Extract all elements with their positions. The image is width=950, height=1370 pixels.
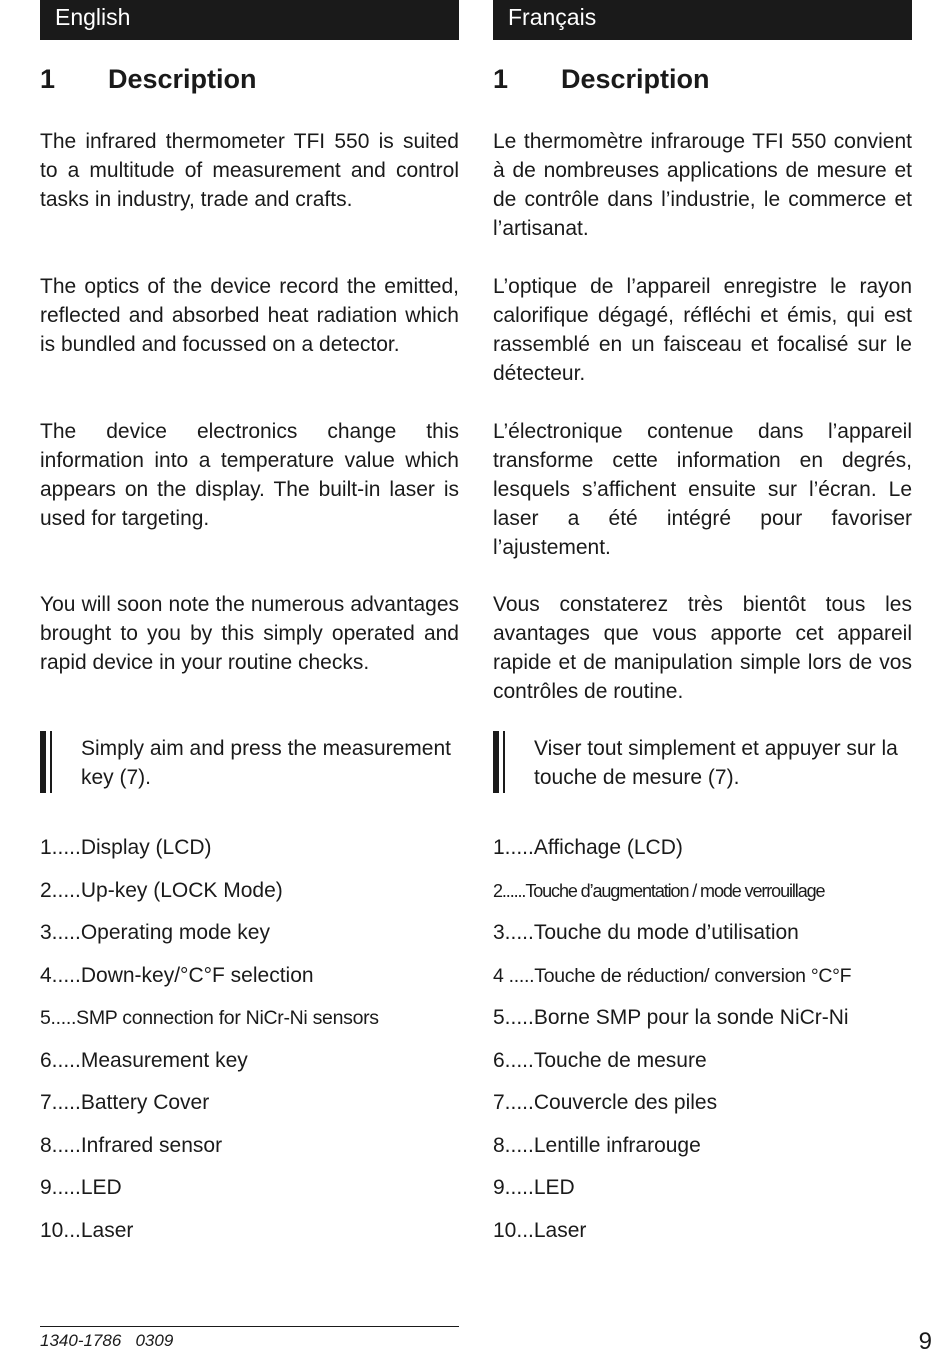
- note-box: [493, 731, 912, 793]
- page-number: 9: [918, 1328, 932, 1355]
- paragraph: The device electronics change this information into a temperature value which appears on the display. The built-in laser is used for targeting.: [40, 420, 459, 530]
- paragraph: Le thermomètre infrarouge TFI 550 convient à de nombreuses applications de mesure et de contrôle dans l’industrie, le commerce et l’artisanat.: [493, 130, 912, 240]
- document-code: 1340-1786 0309: [40, 1331, 174, 1350]
- list-item: 9.....LED: [40, 1176, 122, 1200]
- note-marker: [50, 731, 52, 793]
- list-item: 5.....Borne SMP pour la sonde NiCr-Ni: [493, 1006, 849, 1030]
- footer-divider: [40, 1326, 459, 1327]
- list-item: 8.....Lentille infrarouge: [493, 1133, 701, 1157]
- section-number: 1: [493, 64, 509, 94]
- french-column: [493, 0, 912, 1242]
- paragraph: L’optique de l’appareil enregistre le rayon calorifique dégagé, réfléchi et émis, qui est rassemblé en un faisceau et focalisé sur le détecteur.: [493, 275, 912, 385]
- paragraph: The optics of the device record the emitted, reflected and absorbed heat radiation which is bundled and focussed on a detector.: [40, 275, 459, 356]
- list-item: 3.....Operating mode key: [40, 921, 270, 945]
- list-item: 5.....SMP connection for NiCr-Ni sensors: [40, 1007, 379, 1030]
- note-marker: [40, 731, 46, 793]
- list-item: 10...Laser: [40, 1218, 134, 1242]
- list-item: 6.....Touche de mesure: [493, 1048, 707, 1072]
- list-item: 4.....Down-key/°C°F selection: [40, 963, 314, 987]
- parts-list: [493, 832, 933, 1257]
- list-item: 7.....Couvercle des piles: [493, 1091, 718, 1115]
- parts-list: [40, 832, 480, 1257]
- note-text: Viser tout simplement et appuyer sur la touche de mesure (7).: [534, 737, 898, 789]
- section-heading: [493, 64, 710, 95]
- note-text: Simply aim and press the measurement key (7).: [81, 737, 451, 789]
- list-item: 7.....Battery Cover: [40, 1091, 210, 1115]
- list-item: 10...Laser: [493, 1218, 587, 1242]
- list-item: 3.....Touche du mode d’utilisation: [493, 921, 799, 945]
- list-item: 1.....Display (LCD): [40, 836, 212, 859]
- list-item: 1.....Affichage (LCD): [493, 836, 683, 859]
- paragraph: You will soon note the numerous advantages brought to you by this simply operated and rapid device in your routine checks.: [40, 593, 459, 674]
- paragraph: L’électronique contenue dans l’appareil transforme cette information en degrés, lesquels s’affichent ensuite sur l’écran. Le laser a été intégré pour favoriser l’ajustement.: [493, 420, 912, 559]
- section-title: Description: [561, 64, 710, 94]
- language-header: English: [40, 0, 459, 40]
- english-column: [40, 0, 459, 1242]
- note-box: [40, 731, 459, 793]
- list-item: 8.....Infrared sensor: [40, 1133, 223, 1157]
- list-item: 2.....Up-key (LOCK Mode): [40, 878, 283, 902]
- section-title: Description: [108, 64, 257, 94]
- note-marker: [493, 731, 499, 793]
- list-item: 4 .....Touche de réduction/ conversion °C°F: [493, 964, 852, 987]
- list-item: 9.....LED: [493, 1176, 575, 1200]
- list-item: 6.....Measurement key: [40, 1048, 248, 1072]
- paragraph: The infrared thermometer TFI 550 is suited to a multitude of measurement and control tasks in industry, trade and crafts.: [40, 130, 459, 211]
- note-marker: [503, 731, 505, 793]
- list-item: 2......Touche d’augmentation / mode verrouillage: [493, 880, 825, 901]
- language-header: Français: [493, 0, 912, 40]
- paragraph: Vous constaterez très bientôt tous les avantages que vous apporte cet appareil rapide et de manipulation simple lors de vos contrôles de routine.: [493, 593, 912, 703]
- section-heading: [40, 64, 257, 95]
- section-number: 1: [40, 64, 56, 94]
